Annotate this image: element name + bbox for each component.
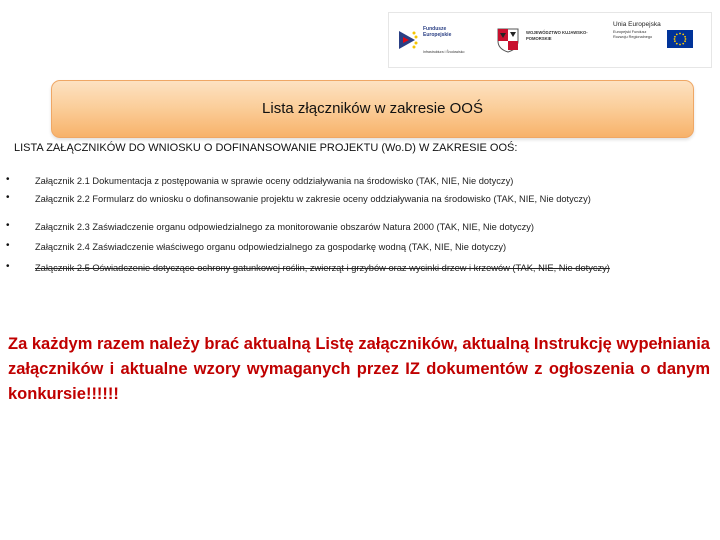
bullet: • (6, 220, 10, 231)
region-name: WOJEWÓDZTWO KUJAWSKO-POMORSKIE (526, 30, 588, 41)
slide-title: Lista złączników w zakresie OOŚ (262, 100, 483, 117)
eu-flag-icon (667, 30, 693, 48)
fe-program: Infrastruktura i Środowisko (423, 50, 465, 54)
title-banner (51, 80, 694, 138)
list-item-text: Załącznik 2.2 Formularz do wniosku o dofinansowanie projektu w zakresie oceny oddziaływania na środowisko (TAK, NIE, Nie dotyczy) (35, 194, 591, 204)
eu-logo (613, 21, 703, 59)
list-heading: LISTA ZAŁĄCZNIKÓW DO WNIOSKU O DOFINANSOWANIE PROJEKTU (Wo.D) W ZAKRESIE OOŚ: (14, 142, 518, 154)
region-crest-icon (495, 27, 521, 53)
region-logo (495, 27, 605, 53)
bullet: • (6, 174, 10, 185)
fe-stars-icon (397, 29, 419, 51)
list-item-text: Załącznik 2.3 Zaświadczenie organu odpowiedzialnego za monitorowanie obszarów Natura 2000 (TAK, NIE, Nie dotyczy) (35, 222, 535, 232)
list-item-text-struck: Załącznik 2.5 Oświadczenie dotyczące ochrony gatunkowej roślin, zwierząt i grzybów oraz wycinki drzew i krzewów (TAK, NIE, Nie dotyczy) (35, 263, 610, 273)
eu-title: Unia Europejska (613, 21, 661, 28)
eu-fund: Europejski Fundusz Rozwoju Regionalnego (613, 30, 653, 39)
list-item-text: Załącznik 2.4 Zaświadczenie właściwego organu odpowiedzialnego za gospodarkę wodną (TAK, NIE, Nie dotyczy) (35, 242, 507, 252)
bullet: • (6, 261, 10, 272)
bullet: • (6, 240, 10, 251)
fundusze-europejskie-logo (397, 25, 465, 59)
warning-notice: Za każdym razem należy brać aktualną Listę załączników, aktualną Instrukcję wypełniania załączników i aktualne wzory wymaganych przez IZ dokumentów z ogłoszenia o danym konkursie!!!!!! (8, 335, 710, 403)
bullet: • (6, 192, 10, 203)
fe-name: Fundusze Europejskie (423, 26, 452, 38)
logo-strip (388, 12, 712, 68)
list-item-text: Załącznik 2.1 Dokumentacja z postępowania w sprawie oceny oddziaływania na środowisko (TAK, NIE, Nie dotyczy) (35, 176, 514, 186)
